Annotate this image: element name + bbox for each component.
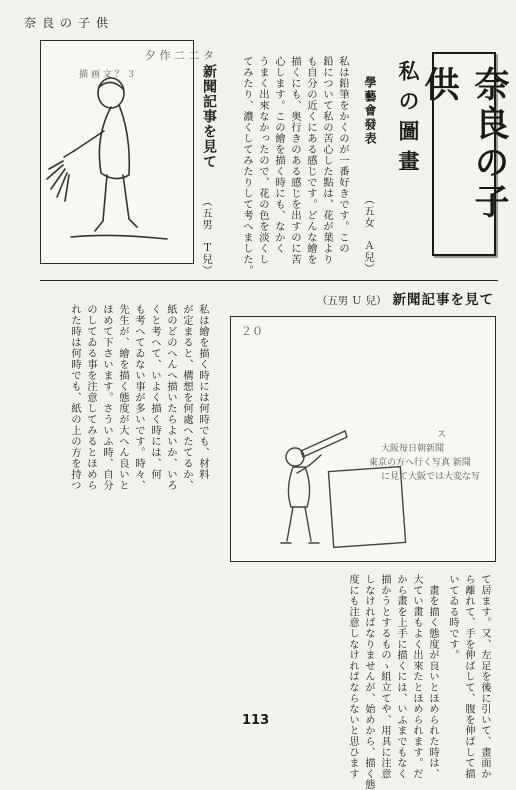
running-head: 奈良の子供 [24,16,115,30]
article2-col-17: しなければなりませんが、始めから、描く態 [363,574,374,790]
fig2-note-line-4: に見て大阪では大変な写 [381,472,481,482]
article2-col-7: ほめて下さいます。さういふ時、自分 [101,304,113,491]
illustration-drawing-2 [231,317,495,561]
article2-col-10: て居ます。又、左足を後に引いて、畫面か [479,574,490,780]
series-title: 奈良の子供 [419,66,510,222]
fig1-label-top: 夕 作 二 二 タ [145,49,214,62]
article2-headline-author: （五男 Ｕ 兒） [316,295,387,307]
article2-col-14: 大てい畫もよく出來たとほめられます。だ [411,574,422,780]
article1-school: 學藝會發表 [363,76,377,146]
article2-col-13: 畫を描く態度が良いとほめられた時は、 [427,574,438,780]
article2-col-3: 紙のどのへんへ描いたらよいか、いろ [165,304,177,491]
article2-col-6: 先生が、繪を描く態度が大へん良いと [117,304,129,491]
section-divider [40,280,498,281]
article2-headline-text: 新聞記事を見て [392,292,494,308]
illustration-boy-with-telescope [230,316,496,562]
article1-col-5: 心します。この繪を描く時にも、なかく [273,56,285,254]
article2-col-1: 私は繪を描く時には何時でも、材料 [197,304,209,480]
article2-col-15: から畫を上手に描くには、いふまでもなく [395,574,406,780]
article1-col-4: 描くにも、奥行きのある感じを出すのに苦 [289,56,301,265]
article1-author: （五女 Ａ兒） [363,194,375,275]
article2-col-18: 度にも注意しなければならないと思ひます [347,574,358,780]
article2-col-9: れた時は何時でも、紙の上の方を持つ [69,304,81,491]
page-number: 113 [242,713,270,728]
article2-col-2: が定まると、構想を何處へたてるか、 [181,304,193,491]
article1-title: 私の圖畫 [396,60,421,180]
fig2-corner-mark: ２０ [241,325,263,338]
article1-col-3: も自分の近くにある感じです。どんな繪を [305,56,317,265]
fig2-note-line-1: ス [437,430,447,440]
article1-col-7: てみたり、濃くしてみたりして考へました。 [241,56,253,276]
article2-col-12: いてゐる時です。 [447,574,458,661]
article1-col-2: 鉛について私の苦心した點は、花が葉より [321,56,333,265]
article2-headline [250,288,494,308]
series-title-box [419,52,510,256]
article2-col-11: ら離れて、手を伸ばして、腹を伸ばして描 [463,574,474,780]
article1-col-6: うまく出來なかったので、花の色を淡くし [257,56,269,265]
fig1-label-side: 描 画 文 ？ ３ [79,70,136,80]
article2-author: （五男 Ｔ兒） [201,196,213,277]
article2-col-4: くと考へて、いよく描く時には、何 [149,304,161,480]
article1-col-1: 私は鉛筆をかくのが一番好きです。この [337,56,349,254]
article2-col-8: のしてゐる事を注意してみるとほめら [85,304,97,491]
article2-title: 新聞記事を見て [201,64,217,169]
fig2-note-line-2: 大阪毎日朝新聞 [381,444,445,454]
article2-col-5: も考へてゐない事が多いです。時々、 [133,304,145,491]
fig2-note-line-3: 東京の方へ行く写真 新聞 [369,458,471,468]
article2-col-16: 描かうとするものゝ組立てや、用具に注意 [379,574,390,780]
